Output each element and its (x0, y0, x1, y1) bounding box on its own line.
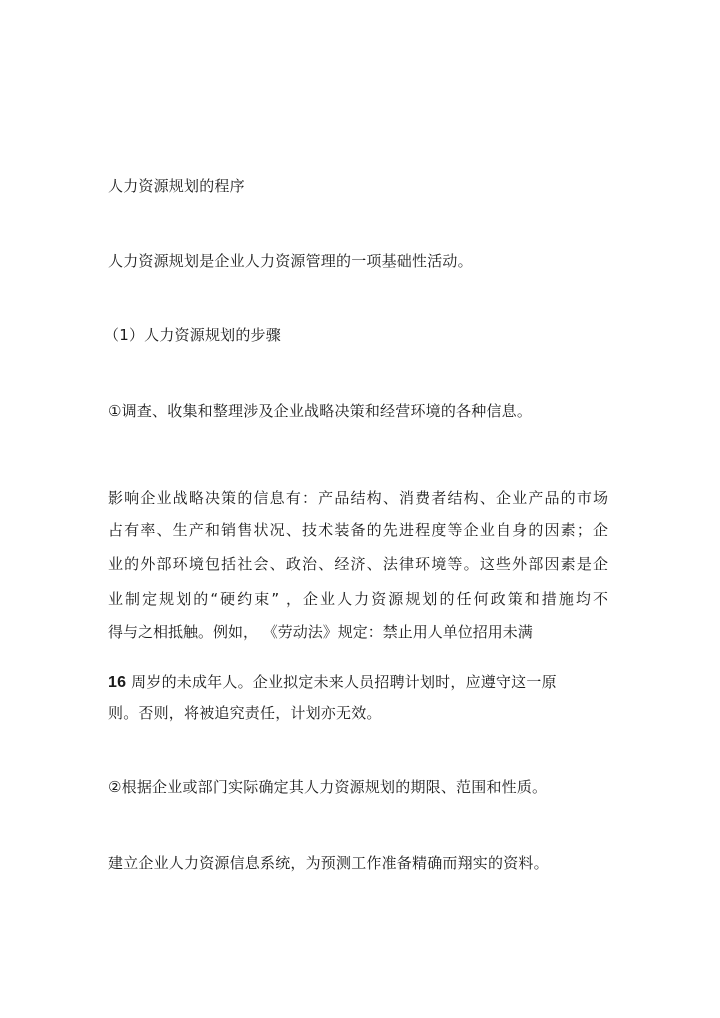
step2-text: ②根据企业或部门实际确定其人力资源规划的期限、范围和性质。 (108, 778, 548, 796)
section1-heading: （1）人力资源规划的步骤 (104, 326, 281, 344)
paragraph-1-line: 占有率、生产和销售状况、技术装备的先进程度等企业自身的因素；企 (108, 521, 608, 539)
paragraph-2-line1-text: 周岁的未成年人。企业拟定未来人员招聘计划时，应遵守这一原 (126, 673, 557, 691)
step1-text: ①调查、收集和整理涉及企业战略决策和经营环境的各种信息。 (108, 402, 533, 420)
paragraph-1-line: 业的外部环境包括社会、政治、经济、法律环境等。这些外部因素是企 (108, 555, 608, 573)
paragraph-1-line: 影响企业战略决策的信息有：产品结构、消费者结构、企业产品的市场 (108, 489, 608, 507)
paragraph-1-line: 得与之相抵触。例如， 《劳动法》规定：禁止用人单位招用未满 (108, 623, 533, 641)
document-title: 人力资源规划的程序 (108, 177, 245, 195)
paragraph-2-line: 则。否则，将被追究责任，计划亦无效。 (108, 704, 382, 722)
age-number: 16 (108, 674, 127, 691)
intro-text: 人力资源规划是企业人力资源管理的一项基础性活动。 (108, 252, 473, 270)
paragraph-2-line (108, 672, 557, 693)
closing-text: 建立企业人力资源信息系统，为预测工作准备精确而翔实的资料。 (108, 854, 549, 872)
paragraph-1-line: 业制定规划的“硬约束” ，企业人力资源规划的任何政策和措施均不 (108, 590, 608, 608)
